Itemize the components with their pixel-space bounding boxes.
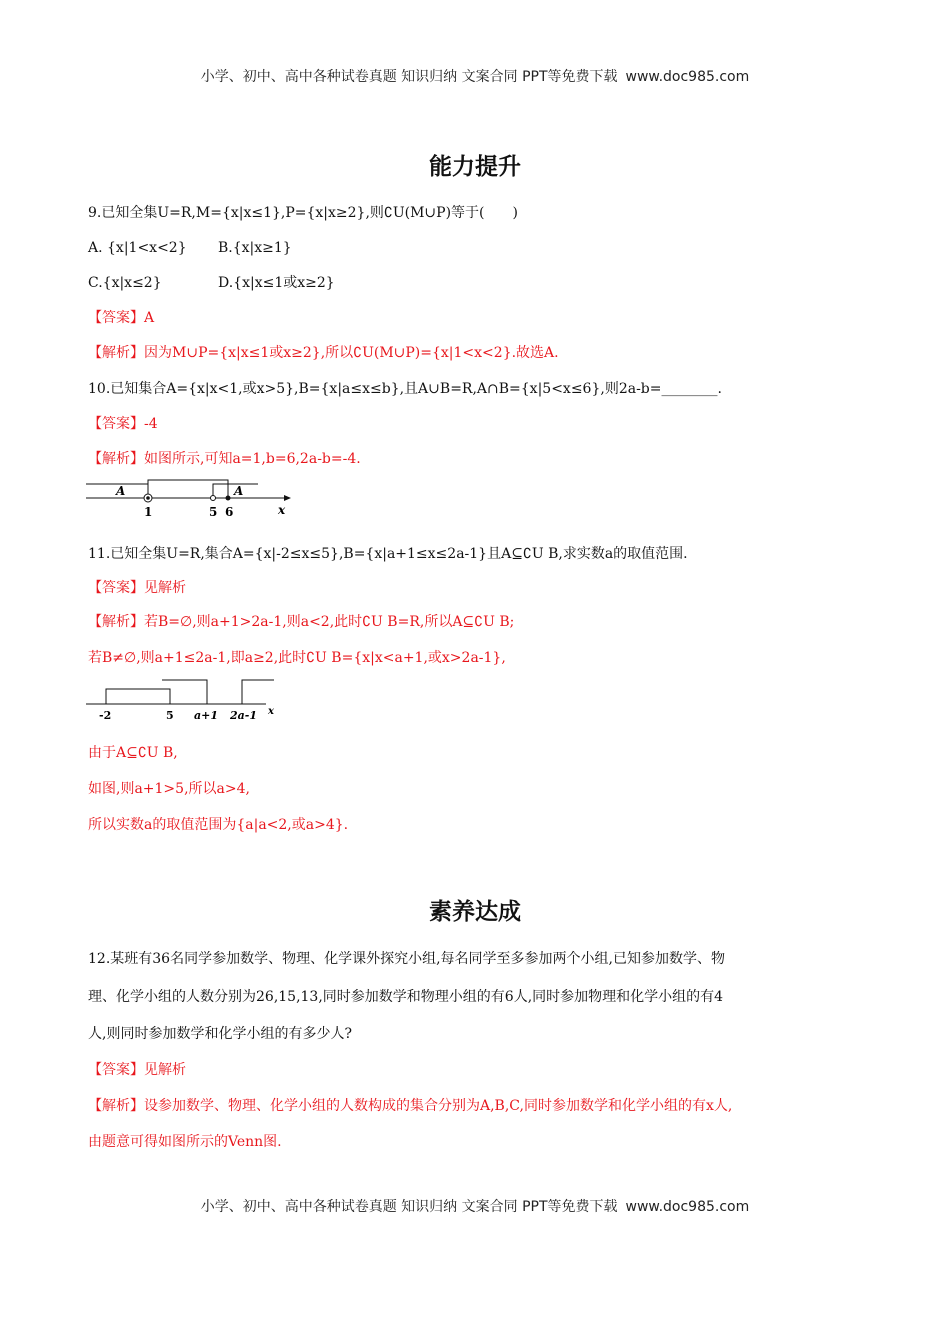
analysis-text: 设参加数学、物理、化学小组的人数构成的集合分别为A,B,C,同时参加数学和化学小组的有x人,	[144, 1098, 733, 1114]
q12-analysis-2: 由题意可得如图所示的Venn图.	[88, 1134, 282, 1150]
q11-answer	[88, 578, 186, 598]
answer-value: 见解析	[144, 1062, 186, 1078]
axis-label-x: x	[278, 503, 286, 517]
closed-dot-6	[226, 496, 231, 501]
tick-label-a-plus-1: a+1	[194, 709, 218, 722]
analysis-label: 【解析】	[88, 451, 144, 467]
q11-stem: 11.已知全集U=R,集合A={x|-2≤x≤5},B={x|a+1≤x≤2a-1}且A⊆∁U B,求实数a的取值范围.	[88, 546, 688, 562]
answer-label: 【答案】	[88, 580, 144, 596]
header-url[interactable]: www.doc985.com	[625, 69, 750, 85]
label-a-right: A	[234, 484, 244, 498]
tick-label-2a-minus-1: 2a-1	[230, 709, 258, 722]
label-a-left: A	[116, 484, 126, 498]
q12-analysis-1	[88, 1096, 732, 1116]
answer-value: -4	[144, 416, 158, 432]
q11-number-line-figure	[86, 676, 286, 722]
q9-answer	[88, 308, 154, 328]
axis-label-x: x	[268, 706, 274, 717]
analysis-text: 因为M∪P={x|x≤1或x≥2},所以∁U(M∪P)={x|1<x<2}.故选A.	[144, 345, 559, 361]
q11-analysis-5: 所以实数a的取值范围为{a|a<2,或a>4}.	[88, 817, 349, 833]
tick-label-5: 5	[166, 709, 174, 722]
q9-stem: 9.已知全集U=R,M={x|x≤1},P={x|x≥2},则∁U(M∪P)等于( )	[88, 205, 518, 221]
q10-analysis	[88, 449, 361, 469]
open-dot-5	[211, 496, 216, 501]
complement-left-bracket	[162, 680, 207, 704]
q9-option-a: A. {x|1<x<2}	[88, 240, 187, 256]
set-b-bracket	[148, 480, 228, 498]
q11-analysis-2: 若B≠∅,则a+1≤2a-1,即a≥2,此时∁U B={x|x<a+1,或x>2a-1},	[88, 650, 506, 666]
answer-value: 见解析	[144, 580, 186, 596]
q9-option-b: B.{x|x≥1}	[218, 240, 292, 256]
page-footer	[0, 1196, 950, 1216]
tick-label-neg2: -2	[99, 709, 112, 722]
page-header	[0, 66, 950, 86]
q10-number-line-figure	[86, 474, 296, 520]
q12-stem-line-3: 人,则同时参加数学和化学小组的有多少人?	[88, 1026, 352, 1042]
q11-analysis-1	[88, 612, 514, 632]
tick-label-6: 6	[225, 505, 234, 519]
q11-analysis-4: 如图,则a+1>5,所以a>4,	[88, 781, 250, 797]
section-title-literacy: 素养达成	[429, 899, 521, 925]
answer-label: 【答案】	[88, 310, 144, 326]
analysis-label: 【解析】	[88, 345, 144, 361]
answer-value: A	[144, 310, 155, 326]
q9-option-c: C.{x|x≤2}	[88, 275, 162, 291]
complement-right-bracket	[242, 680, 274, 704]
axis-arrow	[284, 495, 291, 501]
q12-stem-line-2: 理、化学小组的人数分别为26,15,13,同时参加数学和物理小组的有6人,同时参加物理和化学小组的有4	[88, 989, 724, 1005]
q9-analysis	[88, 343, 559, 363]
answer-label: 【答案】	[88, 416, 144, 432]
tick-label-1: 1	[144, 505, 153, 519]
footer-url[interactable]: www.doc985.com	[625, 1199, 750, 1215]
analysis-text: 如图所示,可知a=1,b=6,2a-b=-4.	[144, 451, 361, 467]
footer-text: 小学、初中、高中各种试卷真题 知识归纳 文案合同 PPT等免费下载	[200, 1199, 618, 1215]
tick-label-5: 5	[209, 505, 218, 519]
closed-dot-1	[146, 496, 150, 500]
analysis-label: 【解析】	[88, 1098, 144, 1114]
q10-answer	[88, 414, 158, 434]
q12-stem-line-1: 12.某班有36名同学参加数学、物理、化学课外探究小组,每名同学至多参加两个小组,已知参加数学、物	[88, 951, 725, 967]
section-title-ability: 能力提升	[429, 154, 521, 180]
analysis-text: 若B=∅,则a+1>2a-1,则a<2,此时∁U B=R,所以A⊆∁U B;	[144, 614, 515, 630]
q11-analysis-3: 由于A⊆∁U B,	[88, 745, 178, 761]
q10-stem: 10.已知集合A={x|x<1,或x>5},B={x|a≤x≤b},且A∪B=R,A∩B={x|5<x≤6},则2a-b=________.	[88, 381, 722, 397]
analysis-label: 【解析】	[88, 614, 144, 630]
set-a-bracket	[106, 689, 170, 704]
q9-option-d: D.{x|x≤1或x≥2}	[218, 275, 335, 291]
answer-label: 【答案】	[88, 1062, 144, 1078]
header-text: 小学、初中、高中各种试卷真题 知识归纳 文案合同 PPT等免费下载	[200, 69, 618, 85]
q12-answer	[88, 1060, 186, 1080]
